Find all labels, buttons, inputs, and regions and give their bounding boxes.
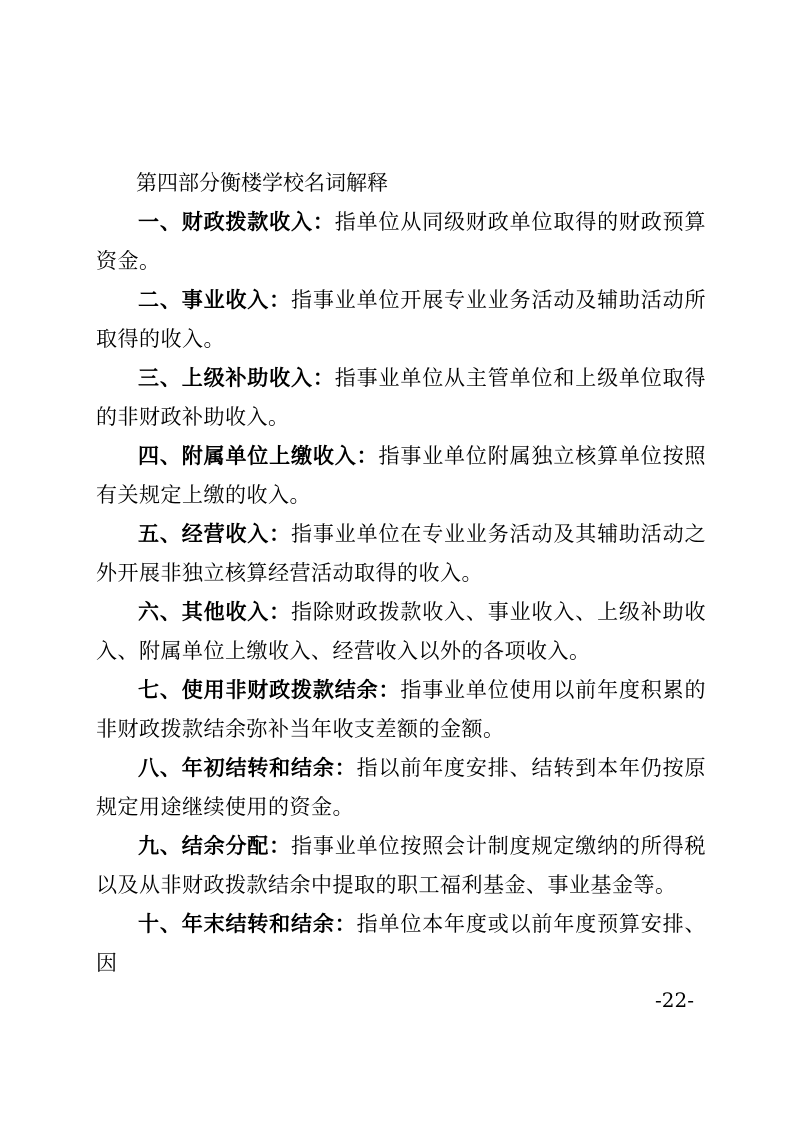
term-item bbox=[96, 515, 706, 593]
terms-list bbox=[96, 203, 706, 983]
term-item bbox=[96, 671, 706, 749]
term-name: 九、结余分配： bbox=[138, 834, 292, 858]
term-definition: 指事业单位在专业业务活动及其辅助活动之外开展非独立核算经营活动取得的收入。 bbox=[96, 522, 707, 585]
page-number: -22- bbox=[655, 988, 694, 1012]
term-name: 五、经营收入： bbox=[138, 522, 292, 546]
term-name: 八、年初结转和结余： bbox=[138, 756, 357, 780]
term-name: 一、财政拨款收入： bbox=[138, 210, 335, 234]
term-definition: 指事业单位开展专业业务活动及辅助活动所取得的收入。 bbox=[96, 288, 707, 351]
term-name: 四、附属单位上缴收入： bbox=[138, 444, 379, 468]
term-definition: 指事业单位从主管单位和上级单位取得的非财政补助收入。 bbox=[96, 366, 707, 429]
term-item bbox=[96, 203, 706, 281]
term-item bbox=[96, 827, 706, 905]
term-item bbox=[96, 905, 706, 983]
term-definition: 指事业单位按照会计制度规定缴纳的所得税以及从非财政拨款结余中提取的职工福利基金、事业基金等。 bbox=[96, 834, 707, 897]
term-definition: 指事业单位使用以前年度积累的非财政拨款结余弥补当年收支差额的金额。 bbox=[96, 678, 707, 741]
term-item bbox=[96, 749, 706, 827]
term-name: 七、使用非财政拨款结余： bbox=[138, 678, 401, 702]
term-definition: 指以前年度安排、结转到本年仍按原规定用途继续使用的资金。 bbox=[96, 756, 707, 819]
term-item bbox=[96, 593, 706, 671]
term-definition: 指单位从同级财政单位取得的财政预算资金。 bbox=[96, 210, 707, 273]
term-item bbox=[96, 437, 706, 515]
term-name: 二、事业收入： bbox=[138, 288, 292, 312]
term-definition: 指事业单位附属独立核算单位按照有关规定上缴的收入。 bbox=[96, 444, 707, 507]
term-name: 六、其他收入： bbox=[138, 600, 292, 624]
term-name: 十、年末结转和结余： bbox=[138, 912, 357, 936]
term-definition: 指除财政拨款收入、事业收入、上级补助收入、附属单位上缴收入、经营收入以外的各项收入。 bbox=[96, 600, 707, 663]
term-definition: 指单位本年度或以前年度预算安排、因 bbox=[96, 912, 707, 975]
page-title: 第四部分衡楼学校名词解释 bbox=[136, 171, 388, 195]
term-item bbox=[96, 281, 706, 359]
term-item bbox=[96, 359, 706, 437]
term-name: 三、上级补助收入： bbox=[138, 366, 335, 390]
